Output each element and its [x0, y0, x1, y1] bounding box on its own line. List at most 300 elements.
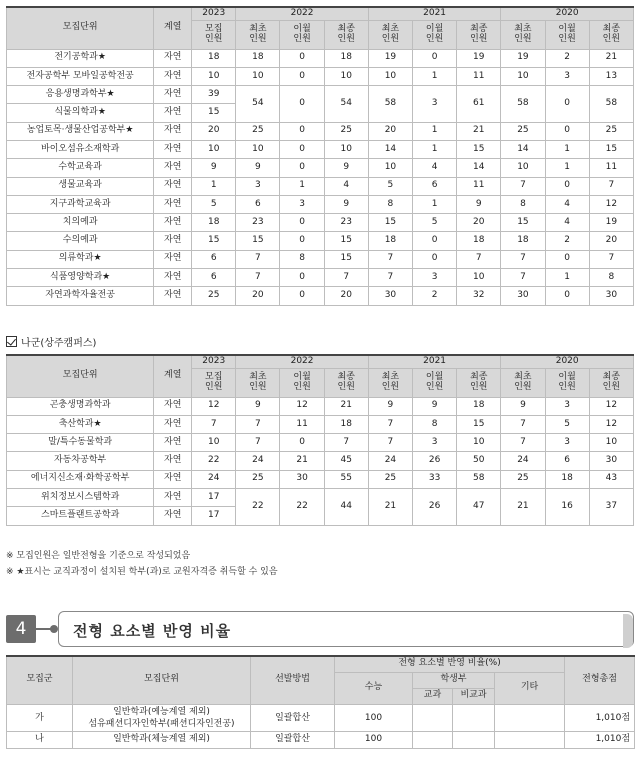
cell-track: 자연 [154, 287, 192, 305]
cell-unit: 전자공학부 모바일공학전공 [7, 67, 154, 85]
header-track: 계열 [154, 7, 192, 49]
cell-value: 7 [501, 415, 545, 433]
cell-2023: 12 [192, 397, 236, 415]
cell-value: 3 [545, 67, 589, 85]
table-row [7, 49, 634, 67]
cell-value: 1 [413, 122, 457, 140]
cell-value: 30 [501, 287, 545, 305]
cell-value: 21 [324, 397, 368, 415]
header-ratio: 전형 요소별 반영 비율(%) [335, 656, 565, 672]
cell-value: 14 [368, 140, 412, 158]
header-subject: 교과 [413, 688, 453, 704]
cell-value: 9 [368, 397, 412, 415]
cell-track: 자연 [154, 214, 192, 232]
cell-value: 9 [324, 159, 368, 177]
header-total: 전형총점 [565, 656, 635, 704]
cell-value: 5 [413, 214, 457, 232]
table-row [7, 232, 634, 250]
cell-value: 7 [589, 177, 633, 195]
cell-value: 10 [457, 434, 501, 452]
cell-value: 24 [368, 452, 412, 470]
cell-merged-value: 22 [280, 488, 324, 525]
cell-value: 0 [280, 122, 324, 140]
footnote: ※ ★표시는 교직과정이 설치된 학부(과)로 교원자격증 취득할 수 있음 [6, 567, 278, 577]
cell-2023: 9 [192, 159, 236, 177]
cell-value: 7 [368, 415, 412, 433]
header-etc: 기타 [495, 672, 565, 704]
cell-value: 11 [457, 177, 501, 195]
cell-value: 32 [457, 287, 501, 305]
cell-value: 55 [324, 470, 368, 488]
header-year-2022: 2022 [236, 7, 369, 20]
table-row [7, 177, 634, 195]
cell-value: 7 [501, 177, 545, 195]
table-row [7, 67, 634, 85]
cell-value: 0 [280, 434, 324, 452]
cell-value: 25 [236, 470, 280, 488]
subheader-final: 최종 인원 [324, 20, 368, 49]
cell-track: 자연 [154, 104, 192, 122]
cell-value: 9 [413, 397, 457, 415]
cell-total: 1,010점 [565, 704, 635, 731]
header-unit: 모집단위 [7, 355, 154, 397]
cell-value: 12 [280, 397, 324, 415]
section-number: 4 [6, 615, 36, 643]
cell-track: 자연 [154, 452, 192, 470]
cell-merged-value: 44 [324, 488, 368, 525]
cell-unit: 위치정보시스템학과 [7, 488, 154, 506]
cell-value: 1 [413, 140, 457, 158]
header-unit: 모집단위 [73, 656, 251, 704]
cell-value: 8 [280, 250, 324, 268]
cell-track: 자연 [154, 250, 192, 268]
cell-value: 25 [589, 122, 633, 140]
cell-value: 0 [545, 250, 589, 268]
cell-value: 21 [280, 452, 324, 470]
subheader-initial: 최초 인원 [368, 368, 412, 397]
cell-value: 30 [589, 452, 633, 470]
subheader-final: 최종 인원 [457, 368, 501, 397]
cell-merged-value: 37 [589, 488, 633, 525]
table-row [7, 731, 635, 748]
section-title-box [58, 611, 634, 647]
cell-value: 12 [589, 415, 633, 433]
cell-value: 2 [545, 232, 589, 250]
cell-value: 9 [236, 159, 280, 177]
cell-value: 0 [545, 177, 589, 195]
cell-value: 10 [457, 269, 501, 287]
cell-value: 20 [589, 232, 633, 250]
cell-unit: 자동차공학부 [7, 452, 154, 470]
cell-value: 0 [413, 232, 457, 250]
cell-value: 3 [545, 397, 589, 415]
cell-value: 0 [280, 159, 324, 177]
cell-value: 19 [501, 49, 545, 67]
cell-value: 2 [545, 49, 589, 67]
table-row [7, 195, 634, 213]
cell-value: 15 [324, 232, 368, 250]
header-nonsubject: 비교과 [453, 688, 495, 704]
cell-value: 0 [280, 140, 324, 158]
cell-total: 1,010점 [565, 731, 635, 748]
cell-value: 18 [324, 49, 368, 67]
cell-unit: 일반학과(체능계열 제외) [73, 731, 251, 748]
cell-2023: 22 [192, 452, 236, 470]
header-year-2023: 2023 [192, 7, 236, 20]
cell-value: 7 [236, 269, 280, 287]
admissions-table-na [6, 354, 634, 526]
header-year-2023: 2023 [192, 355, 236, 368]
cell-2023: 17 [192, 488, 236, 506]
table-row [7, 269, 634, 287]
cell-value: 7 [368, 434, 412, 452]
subheader-carryover: 이월 인원 [413, 20, 457, 49]
table-body [7, 49, 634, 305]
cell-value: 4 [324, 177, 368, 195]
cell-value: 33 [413, 470, 457, 488]
table-row [7, 452, 634, 470]
cell-value: 0 [545, 122, 589, 140]
subheader-initial: 최초 인원 [368, 20, 412, 49]
cell-value: 25 [501, 122, 545, 140]
cell-value: 19 [457, 49, 501, 67]
cell-2023: 1 [192, 177, 236, 195]
cell-value: 1 [545, 140, 589, 158]
cell-value: 7 [324, 434, 368, 452]
cell-2023: 10 [192, 140, 236, 158]
cell-merged-value: 21 [501, 488, 545, 525]
table-row [7, 159, 634, 177]
cell-unit: 에너지신소재·화학공학부 [7, 470, 154, 488]
cell-value: 25 [324, 122, 368, 140]
cell-value: 3 [236, 177, 280, 195]
cell-2023: 17 [192, 507, 236, 525]
cell-value: 1 [545, 269, 589, 287]
cell-2023: 18 [192, 49, 236, 67]
cell-etc [495, 731, 565, 748]
cell-value: 4 [545, 214, 589, 232]
cell-value: 8 [589, 269, 633, 287]
admissions-table-ga [6, 6, 634, 306]
cell-track: 자연 [154, 269, 192, 287]
cell-unit: 의류학과★ [7, 250, 154, 268]
cell-value: 7 [324, 269, 368, 287]
cell-value: 0 [280, 49, 324, 67]
cell-merged-value: 54 [324, 86, 368, 123]
cell-value: 21 [457, 122, 501, 140]
cell-value: 25 [501, 470, 545, 488]
cell-value: 15 [501, 214, 545, 232]
cell-value: 15 [368, 214, 412, 232]
cell-etc [495, 704, 565, 731]
cell-value: 6 [545, 452, 589, 470]
cell-value: 6 [236, 195, 280, 213]
cell-value: 7 [457, 250, 501, 268]
cell-value: 8 [368, 195, 412, 213]
header-year-2021: 2021 [368, 7, 501, 20]
cell-subject [413, 731, 453, 748]
cell-track: 자연 [154, 49, 192, 67]
cell-value: 11 [457, 67, 501, 85]
cell-value: 4 [545, 195, 589, 213]
cell-track: 자연 [154, 232, 192, 250]
cell-track: 자연 [154, 140, 192, 158]
cell-value: 10 [589, 434, 633, 452]
cell-value: 13 [589, 67, 633, 85]
header-unit: 모집단위 [7, 7, 154, 49]
cell-2023: 5 [192, 195, 236, 213]
cell-value: 18 [501, 232, 545, 250]
cell-value: 10 [236, 140, 280, 158]
cell-track: 자연 [154, 470, 192, 488]
subheader-initial: 최초 인원 [501, 20, 545, 49]
cell-track: 자연 [154, 507, 192, 525]
table-row [7, 122, 634, 140]
cell-value: 7 [589, 250, 633, 268]
subheader-2023-quota: 모집 인원 [192, 20, 236, 49]
footnotes [6, 548, 278, 580]
cell-track: 자연 [154, 397, 192, 415]
cell-value: 10 [324, 67, 368, 85]
cell-value: 50 [457, 452, 501, 470]
cell-track: 자연 [154, 434, 192, 452]
cell-suneung: 100 [335, 731, 413, 748]
section-4-header [6, 611, 634, 647]
header-method: 선발방법 [251, 656, 335, 704]
cell-unit: 생물교육과 [7, 177, 154, 195]
subheader-final: 최종 인원 [589, 368, 633, 397]
cell-value: 15 [589, 140, 633, 158]
subheader-carryover: 이월 인원 [280, 368, 324, 397]
cell-value: 10 [324, 140, 368, 158]
title-box-shade [623, 614, 633, 648]
cell-value: 10 [368, 67, 412, 85]
cell-value: 25 [368, 470, 412, 488]
cell-value: 14 [457, 159, 501, 177]
cell-track: 자연 [154, 86, 192, 104]
cell-method: 일괄합산 [251, 704, 335, 731]
subheader-carryover: 이월 인원 [413, 368, 457, 397]
unit-line: 섬유패션디자인학부(패션디자인전공) [88, 718, 235, 729]
cell-value: 5 [368, 177, 412, 195]
cell-value: 1 [545, 159, 589, 177]
subheader-initial: 최초 인원 [236, 20, 280, 49]
cell-unit: 식품영양학과★ [7, 269, 154, 287]
cell-value: 0 [545, 287, 589, 305]
cell-value: 19 [589, 214, 633, 232]
cell-2023: 24 [192, 470, 236, 488]
cell-unit: 축산학과★ [7, 415, 154, 433]
table-row [7, 250, 634, 268]
cell-value: 21 [589, 49, 633, 67]
cell-value: 8 [413, 415, 457, 433]
subheader-2023-quota: 모집 인원 [192, 368, 236, 397]
cell-merged-value: 58 [368, 86, 412, 123]
cell-value: 7 [236, 434, 280, 452]
cell-value: 1 [413, 195, 457, 213]
cell-merged-value: 26 [413, 488, 457, 525]
cell-unit: 전기공학과★ [7, 49, 154, 67]
cell-value: 18 [368, 232, 412, 250]
table-row [7, 214, 634, 232]
table-row [7, 488, 634, 506]
cell-value: 2 [413, 287, 457, 305]
cell-2023: 15 [192, 104, 236, 122]
cell-track: 자연 [154, 67, 192, 85]
table-row [7, 704, 635, 731]
cell-value: 20 [236, 287, 280, 305]
cell-nonsubject [453, 731, 495, 748]
cell-value: 10 [368, 159, 412, 177]
header-suneung: 수능 [335, 672, 413, 704]
cell-suneung: 100 [335, 704, 413, 731]
cell-value: 18 [324, 415, 368, 433]
cell-value: 23 [324, 214, 368, 232]
cell-value: 7 [368, 250, 412, 268]
cell-value: 9 [457, 195, 501, 213]
table-row [7, 140, 634, 158]
subheader-carryover: 이월 인원 [545, 20, 589, 49]
cell-merged-value: 3 [413, 86, 457, 123]
table-row [7, 397, 634, 415]
cell-value: 18 [457, 232, 501, 250]
cell-value: 7 [501, 434, 545, 452]
cell-merged-value: 0 [280, 86, 324, 123]
cell-track: 자연 [154, 122, 192, 140]
subheader-final: 최종 인원 [457, 20, 501, 49]
cell-value: 19 [368, 49, 412, 67]
section-label-text: 나군(상주캠퍼스) [21, 338, 97, 349]
header-track: 계열 [154, 355, 192, 397]
cell-unit [73, 704, 251, 731]
cell-track: 자연 [154, 195, 192, 213]
subheader-final: 최종 인원 [324, 368, 368, 397]
cell-merged-value: 61 [457, 86, 501, 123]
cell-value: 7 [501, 250, 545, 268]
section-label-na [6, 334, 96, 349]
cell-merged-value: 58 [501, 86, 545, 123]
table-row [7, 86, 634, 104]
cell-unit: 농업토목·생물산업공학부★ [7, 122, 154, 140]
subheader-initial: 최초 인원 [501, 368, 545, 397]
cell-value: 7 [501, 269, 545, 287]
cell-unit: 바이오섬유소재학과 [7, 140, 154, 158]
cell-value: 11 [280, 415, 324, 433]
cell-group: 가 [7, 704, 73, 731]
cell-value: 1 [280, 177, 324, 195]
cell-value: 10 [501, 67, 545, 85]
cell-2023: 15 [192, 232, 236, 250]
cell-merged-value: 47 [457, 488, 501, 525]
cell-value: 58 [457, 470, 501, 488]
subheader-final: 최종 인원 [589, 20, 633, 49]
cell-unit: 말/특수동물학과 [7, 434, 154, 452]
cell-2023: 7 [192, 415, 236, 433]
cell-2023: 18 [192, 214, 236, 232]
table-row [7, 434, 634, 452]
cell-2023: 10 [192, 434, 236, 452]
cell-value: 12 [589, 397, 633, 415]
cell-method: 일괄합산 [251, 731, 335, 748]
cell-value: 3 [280, 195, 324, 213]
cell-unit: 스마트플랜트공학과 [7, 507, 154, 525]
cell-value: 6 [413, 177, 457, 195]
cell-value: 0 [413, 250, 457, 268]
header-year-2020: 2020 [501, 355, 634, 368]
cell-group: 나 [7, 731, 73, 748]
cell-value: 0 [280, 232, 324, 250]
cell-track: 자연 [154, 415, 192, 433]
subheader-carryover: 이월 인원 [545, 368, 589, 397]
cell-value: 26 [413, 452, 457, 470]
cell-value: 5 [545, 415, 589, 433]
cell-value: 15 [457, 415, 501, 433]
cell-unit: 식물의학과★ [7, 104, 154, 122]
cell-track: 자연 [154, 177, 192, 195]
cell-value: 30 [589, 287, 633, 305]
cell-value: 9 [501, 397, 545, 415]
cell-value: 18 [545, 470, 589, 488]
cell-value: 23 [236, 214, 280, 232]
cell-merged-value: 22 [236, 488, 280, 525]
cell-value: 0 [413, 49, 457, 67]
cell-value: 0 [280, 287, 324, 305]
cell-value: 25 [236, 122, 280, 140]
cell-value: 7 [368, 269, 412, 287]
cell-value: 0 [280, 67, 324, 85]
cell-value: 30 [368, 287, 412, 305]
cell-value: 7 [236, 250, 280, 268]
cell-2023: 10 [192, 67, 236, 85]
header-year-2021: 2021 [368, 355, 501, 368]
cell-value: 24 [236, 452, 280, 470]
cell-merged-value: 21 [368, 488, 412, 525]
cell-unit: 자연과학자율전공 [7, 287, 154, 305]
cell-value: 3 [545, 434, 589, 452]
cell-unit: 응용생명과학부★ [7, 86, 154, 104]
cell-track: 자연 [154, 159, 192, 177]
cell-2023: 39 [192, 86, 236, 104]
ratio-table [6, 655, 635, 749]
cell-unit: 치의예과 [7, 214, 154, 232]
subheader-carryover: 이월 인원 [280, 20, 324, 49]
table-row [7, 287, 634, 305]
cell-value: 3 [413, 434, 457, 452]
cell-value: 18 [457, 397, 501, 415]
footnote: ※ 모집인원은 일반전형을 기준으로 작성되었음 [6, 551, 191, 561]
cell-2023: 20 [192, 122, 236, 140]
checkbox-icon [6, 336, 17, 347]
cell-merged-value: 16 [545, 488, 589, 525]
cell-subject [413, 704, 453, 731]
cell-value: 15 [457, 140, 501, 158]
header-year-2022: 2022 [236, 355, 369, 368]
cell-2023: 25 [192, 287, 236, 305]
cell-value: 15 [324, 250, 368, 268]
cell-unit: 지구과학교육과 [7, 195, 154, 213]
section-title: 전형 요소별 반영 비율 [73, 622, 232, 640]
cell-merged-value: 58 [589, 86, 633, 123]
cell-value: 1 [413, 67, 457, 85]
table-row [7, 415, 634, 433]
cell-value: 24 [501, 452, 545, 470]
cell-value: 10 [501, 159, 545, 177]
cell-value: 15 [236, 232, 280, 250]
header-group: 모집군 [7, 656, 73, 704]
cell-value: 20 [324, 287, 368, 305]
cell-value: 8 [501, 195, 545, 213]
cell-unit: 수의예과 [7, 232, 154, 250]
